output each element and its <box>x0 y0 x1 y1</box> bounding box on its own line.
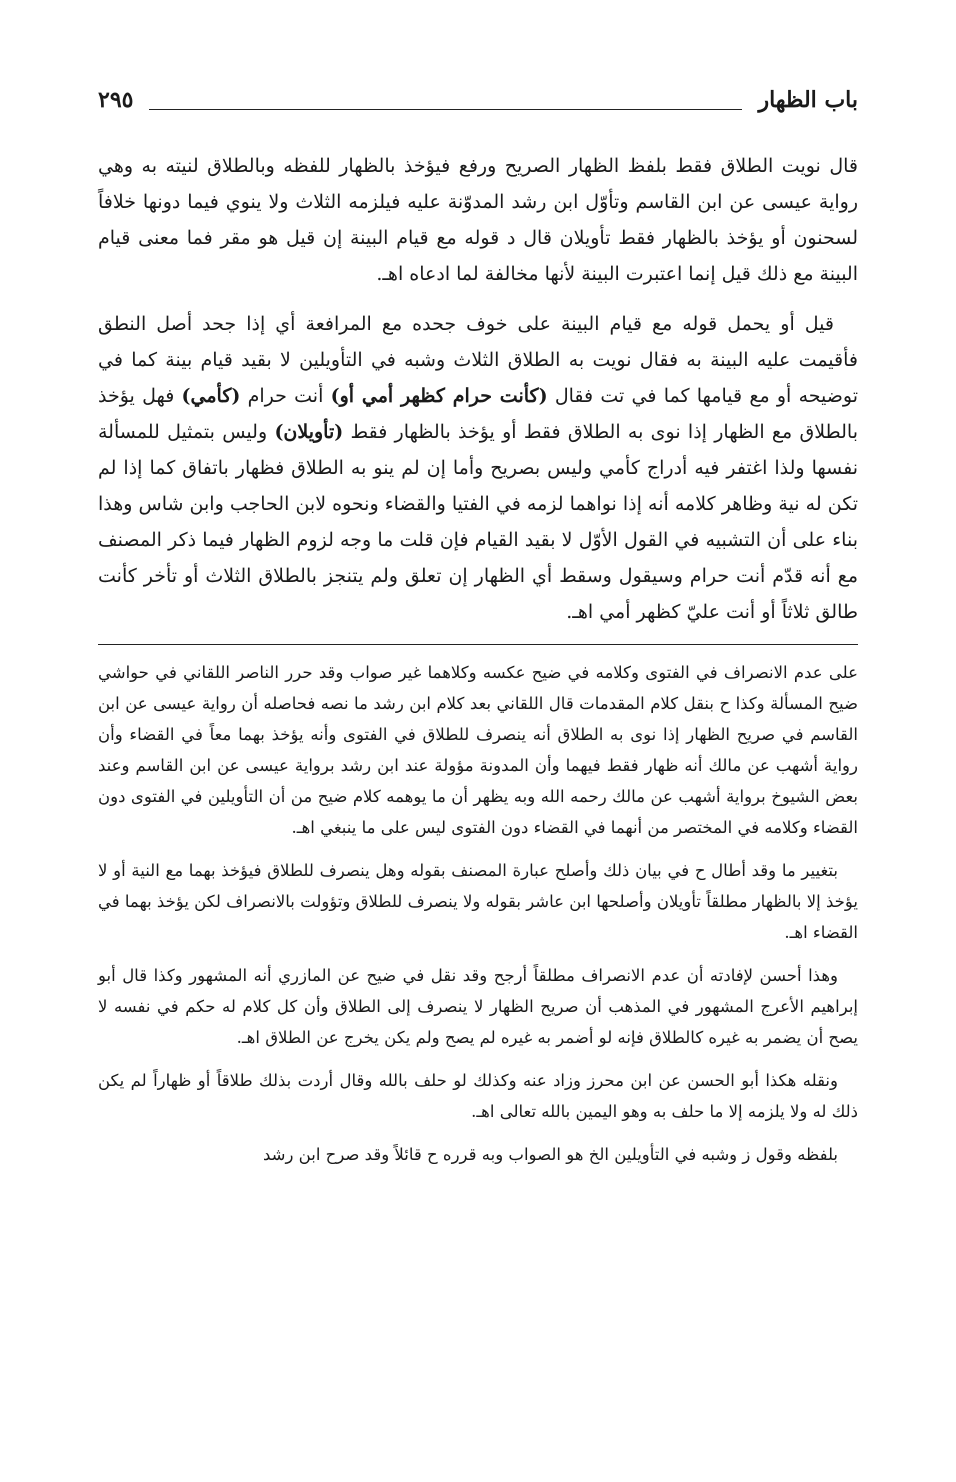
footnotes <box>98 657 858 1170</box>
footnote-paragraph: على عدم الانصراف في الفتوى وكلامه في ضيح عكسه وكلاهما غير صواب وقد حرر الناصر اللقاني في حواشي ضيح المسألة وكذا ح بنقل كلام المقدمات قال اللقاني بعد كلام ابن رشد ما نصه فحاصله أن رواية عيسى عن ابن القاسم في صريح الظهار إذا نوى به الطلاق أنه ينصرف للطلاق في الفتوى وأنه يؤخذ بهما معاً في القضاء وأن رواية أشهب عن مالك أنه ظهار فقط فيهما وأن المدونة مؤولة عند ابن رشد برواية عيسى عن ابن القاسم وعند بعض الشيوخ برواية أشهب عن مالك رحمه الله وبه يظهر أن ما يوهمه كلام ضيح من أن التأويلين في الفتوى دون القضاء وكلامه في المختصر من أنهما في القضاء دون الفتوى ليس على ما ينبغي اهـ. <box>98 663 858 837</box>
main-text-segment: فهل يؤخذ بالطلاق مع الظهار إذا نوى به الطلاق فقط أو يؤخذ بالظهار فقط <box>98 385 859 443</box>
main-text-segment: أنت حرام <box>247 385 324 407</box>
running-header <box>98 80 858 120</box>
main-paragraph: قال نويت الطلاق فقط بلفظ الظهار الصريح ورفع فيؤخذ بالظهار للفظه وبالطلاق لنيته به وهي رواية عيسى عن ابن القاسم وتأوّل ابن رشد المدوّنة عليه فيلزمه الثلاث ولا ينوي فيما دونها خلافاً لسحنون أو يؤخذ بالظهار فقط تأويلان قال د قوله مع قيام البينة إن قيل هو مقر فما معنى قيام البينة مع ذلك قيل إنما اعتبرت البينة لأنها مخالفة لما ادعاه اهـ. <box>98 155 858 285</box>
main-text <box>98 148 858 630</box>
main-paragraph <box>98 306 858 630</box>
main-text-segment: قيل أو يحمل قوله مع قيام البينة على خوف جحده مع المرافعة أي إذا جحد أصل النطق فأقيمت عليه البينة به فقال نويت به الطلاق الثلاث وشبه في التأويلين لا بقيد قيام بينة كما في توضيحه أو مع قيامها كما في تت فقال <box>98 313 858 407</box>
main-text-segment: وليس بتمثيل للمسألة نفسها ولذا اغتفر فيه أدراج كأمي وليس بصريح وأما إن لم ينو به الطلاق فظهار باتفاق كما إذا لم تكن له نية وظاهر كلامه أنه إذا نواهما لزمه في الفتيا والقضاء ونحوه لابن الحاجب وابن شاس وهذا بناء على أن التشبيه في القول الأوّل لا بقيد القيام فإن قلت ما وجه لزوم الظهار فيما ذكر المصنف مع أنه قدّم أنت حرام وسيقول وسقط أي الظهار إن تعلق ولم يتنجز بالطلاق الثلاث أو تأخر كأنت طالق ثلاثاً أو أنت عليّ كظهر أمي اهـ. <box>98 421 858 623</box>
bold-phrase: (تأويلان) <box>274 421 344 443</box>
footnote-separator <box>98 644 858 645</box>
footnote-paragraph: وهذا أحسن لإفادته أن عدم الانصراف مطلقاً أرجح وقد نقل في ضيح عن المازري أنه المشهور وكذا قال أبو إبراهيم الأعرج المشهور في المذهب أن صريح الظهار لا ينصرف إلى الطلاق وأن كل كلام له حكم في نفسه لا يصح أن يضمر به غيره كالطلاق فإنه لو أضمر به غيره لم يصح ولم يكن يخرج عن الطلاق اهـ. <box>98 966 858 1047</box>
footnote-paragraph: بلفظه وقول ز وشبه في التأويلين الخ هو الصواب وبه قرره ح قائلاً وقد صرح ابن رشد <box>262 1145 838 1164</box>
header-rule <box>149 109 742 110</box>
footnote-paragraph: بتغيير ما وقد أطال ح في بيان ذلك وأصلح عبارة المصنف بقوله وهل ينصرف للطلاق فيؤخذ بهما مع النية أو لا يؤخذ إلا بالظهار مطلقاً تأويلان وأصلحها ابن عاشر بقوله ولا ينصرف للطلاق وتؤولت بالانصراف لكن يؤخذ بهما في القضاء اهـ. <box>98 861 858 942</box>
book-page <box>98 80 858 1460</box>
page-number: ٢٩٥ <box>98 87 134 113</box>
bold-phrase: (كأنت حرام كظهر أمي أو) <box>330 385 548 407</box>
bold-phrase: (كأمي) <box>181 385 241 407</box>
chapter-title: باب الظهار <box>758 87 858 113</box>
footnote-paragraph: ونقله هكذا أبو الحسن عن ابن محرز وزاد عنه وكذلك لو حلف بالله وقال أردت بذلك طلاقاً أو ظهاراً لم يكن ذلك له ولا يلزمه إلا ما حلف به وهو اليمين بالله تعالى اهـ. <box>98 1071 858 1121</box>
